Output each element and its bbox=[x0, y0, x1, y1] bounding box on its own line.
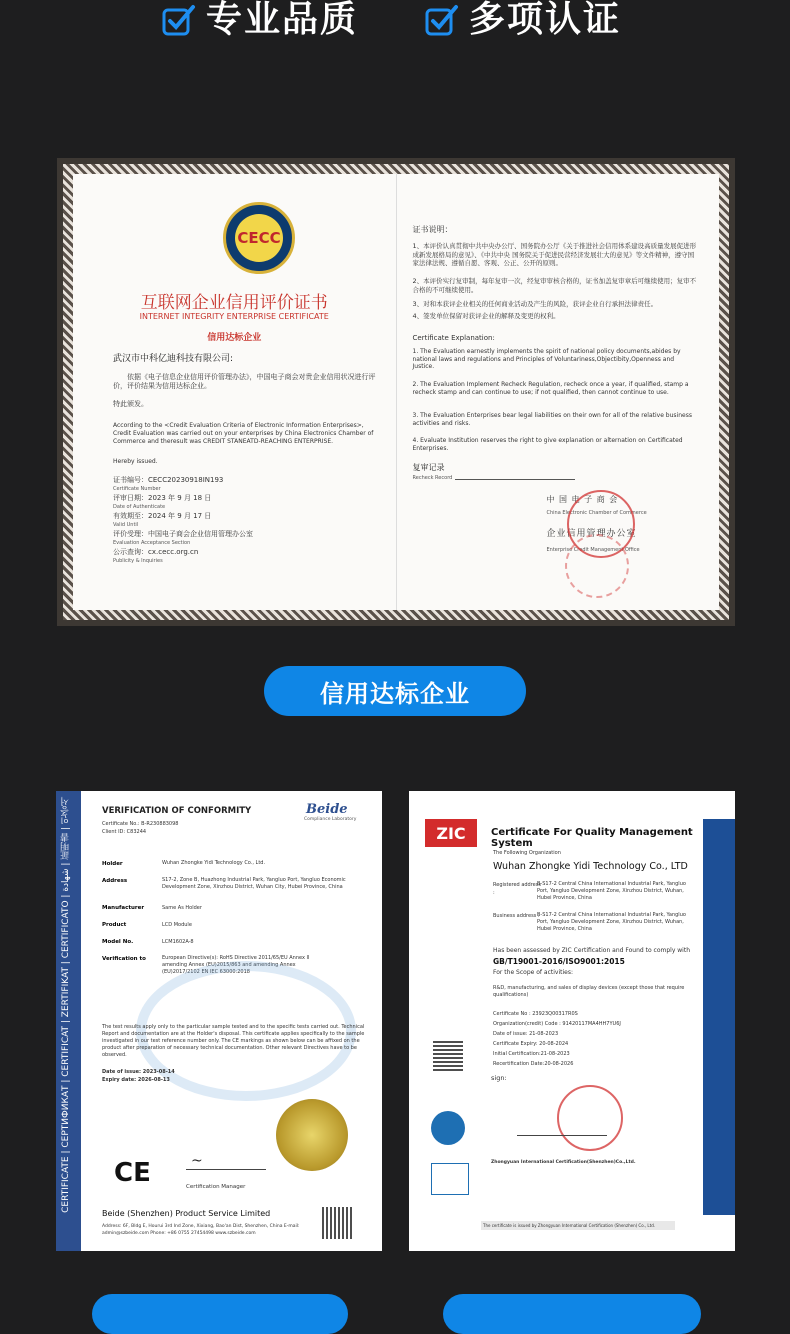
iso-detail-credit-code: Organization(credit) Code : 91420117MA4HH7YU6J bbox=[493, 1021, 621, 1027]
explanation-4: 4. Evaluate Institution reserves the right to give explanation or alternation on Certificated Enterprises. bbox=[412, 437, 683, 452]
note-2: 2、本评价实行复审制，每年复审一次，经复审审核合格的，证书加盖复审章后可继续使用；复审不合格的不可继续使用。 bbox=[412, 277, 697, 294]
certificate-level: 信用达标企业 bbox=[207, 333, 262, 343]
iso-biz-address: B-S17-2 Central China International Industrial Park, Yangluo Port, Yangluo Development Zone, Xinzhou District, Wuhan, Hubei Province, China bbox=[537, 912, 686, 932]
explanation-title: Certificate Explanation: bbox=[412, 334, 495, 342]
note-3: 3、对和本获评企业相关的任何商业活动及产生的风险，获评企业自行承担法律责任。 bbox=[412, 300, 658, 308]
iso-blue-band bbox=[703, 819, 735, 1215]
header bbox=[0, 0, 790, 48]
bottom-badge-left bbox=[92, 1294, 348, 1334]
header-item-quality bbox=[162, 0, 358, 40]
ce-mark: CE bbox=[114, 1158, 151, 1188]
explanation-2: 2. The Evaluation Implement Recheck Regulation, recheck once a year, if qualified, stamp a recheck stamp and can continue to use; if not qualified, then cannot continue to use. bbox=[412, 381, 689, 396]
iso-sign-label: sign: bbox=[491, 1074, 507, 1082]
ce-statement: The test results apply only to the particular sample tested and to the specific tests carried out. Technical Report and documentation are at the Holder's disposal. This certificate applies specifically to the sample investigated in our test reference number only. The CE markings as shown below can be affixed on the product after preparation of necessary technical documentation. Other relevant Directives have to be observed. bbox=[102, 1024, 365, 1058]
ce-label-manufacturer: Manufacturer bbox=[102, 905, 145, 911]
header-label-quality: 专业品质 bbox=[206, 0, 359, 40]
manager-signature: ~ bbox=[191, 1153, 203, 1169]
iso-certificate bbox=[409, 791, 735, 1251]
body-cn: 依据《电子信息企业信用评价管理办法》，中国电子商会对贵企业信用状况进行评价，评价结果为信用达标企业。 bbox=[113, 373, 376, 390]
ce-value-address: S17-2, Zone B, Huazhong Industrial Park, Yangluo Port, Yangluo Economic Development Zone, Xinzhou District, Wuhan City, Hubei Province, China bbox=[162, 877, 346, 890]
ce-client-id: Client ID: C83244 bbox=[102, 829, 147, 835]
eval-section-en: Evaluation Acceptance Section bbox=[113, 540, 191, 546]
explanation-3: 3. The Evaluation Enterprises bear legal liabilities on their own for all of the relative business activities and risks. bbox=[412, 412, 692, 427]
certificate-title-cn: 互联网企业信用评价证书 bbox=[140, 293, 328, 313]
beide-logo-sub: Compliance Laboratory bbox=[304, 817, 357, 822]
qr-code-icon bbox=[322, 1207, 354, 1239]
iso-footer: The certificate is issued by Zhongyuan International Certification (Shenzhen) Co., Ltd. bbox=[481, 1221, 675, 1230]
ce-date-issue: Date of issue: 2023-08-14 bbox=[102, 1069, 175, 1075]
certificate-side-band: CERTIFICATE | СЕРТИФИКАТ | CERTIFICAT | ZERTIFIKAT | CERTIFICATO | شهادة | 証明書 | 인증서 bbox=[56, 791, 81, 1251]
header-label-certs: 多项认证 bbox=[469, 0, 622, 40]
office-name-cn: 企业信用管理办公室 bbox=[546, 529, 637, 539]
ce-label-address: Address bbox=[102, 878, 128, 884]
iso-signature-line bbox=[517, 1135, 607, 1136]
bottom-badge-right bbox=[443, 1294, 701, 1334]
company-name: 武汉市中科亿迪科技有限公司: bbox=[113, 354, 234, 364]
recheck-title: 复审记录 bbox=[412, 463, 445, 472]
cecc-logo: CECC bbox=[223, 202, 295, 274]
red-seal-recheck bbox=[565, 534, 629, 598]
auth-date-en: Date of Authenticate bbox=[113, 504, 166, 510]
ce-value-verification: European Directive(s): RoHS Directive 2011/65/EU Annex II amending Annex (EU)2015/863 and amending Annex (EU)2017/2102 EN IEC 63000:2018 bbox=[162, 955, 310, 975]
qr-code-icon bbox=[433, 1041, 463, 1071]
cert-number-en: Certificate Number bbox=[113, 486, 161, 492]
signature-line bbox=[186, 1169, 266, 1170]
iso-standard: GB/T19001-2016/ISO9001:2015 bbox=[493, 957, 625, 966]
iso-scope: R&D, manufacturing, and sales of display devices (except those that require qualifications) bbox=[493, 985, 685, 998]
valid-until-en: Valid Until bbox=[113, 522, 139, 528]
iso-following: The Following Organization bbox=[493, 850, 561, 856]
ce-label-holder: Holder bbox=[102, 861, 123, 867]
ce-cert-no: Certificate No.: B-R230883098 bbox=[102, 821, 179, 827]
certificate-left-page bbox=[73, 174, 396, 610]
beide-logo: Beide bbox=[306, 802, 348, 817]
ce-value-product: LCD Module bbox=[162, 922, 192, 928]
ce-value-manufacturer: Same As Holder bbox=[162, 905, 202, 911]
certificate-paper bbox=[73, 174, 719, 610]
ce-title: VERIFICATION OF CONFORMITY bbox=[102, 806, 252, 816]
iso-title: Certificate For Quality Management System bbox=[491, 827, 693, 849]
ce-value-holder: Wuhan Zhongke Yidi Technology Co., Ltd. bbox=[162, 860, 266, 866]
certificate-title-en: INTERNET INTEGRITY ENTERPRISE CERTIFICATE bbox=[139, 312, 329, 321]
note-4: 4、签发单位保留对获评企业的解释及变更的权利。 bbox=[412, 312, 560, 320]
office-name-en: Enterprise Credit Management Office bbox=[546, 547, 640, 553]
auth-date: 评审日期：2023 年 9 月 18 日 bbox=[113, 494, 212, 502]
gold-seal-icon bbox=[276, 1099, 348, 1171]
zic-mark-icon bbox=[431, 1163, 469, 1195]
iso-scope-label: For the Scope of activities: bbox=[493, 969, 573, 976]
zic-logo: ZIC bbox=[425, 819, 477, 847]
ce-value-model: LCM1602A-8 bbox=[162, 939, 194, 945]
eval-section: 评价受理：中国电子商会企业信用管理办公室 bbox=[113, 530, 253, 538]
public-query-en: Publicity & Inquiries bbox=[113, 558, 163, 564]
ce-manager-label: Certification Manager bbox=[186, 1184, 246, 1190]
notes-title: 证书说明： bbox=[412, 225, 453, 234]
credit-badge: 信用达标企业 bbox=[264, 666, 526, 716]
org-name-cn: 中 国 电 子 商 会 bbox=[546, 495, 619, 504]
recheck-title-en: Recheck Record bbox=[412, 475, 453, 481]
public-query: 公示查询：cx.cecc.org.cn bbox=[113, 548, 199, 556]
red-seal bbox=[557, 1085, 623, 1151]
hereby-issued: Hereby issued. bbox=[113, 458, 158, 465]
note-cn: 特此颁发。 bbox=[113, 400, 148, 408]
ce-label-verification: Verification to bbox=[102, 956, 146, 962]
ce-footer: Address: 6F, Bldg E, Hourui 3rd Ind Zone, Xixiang, Bao'an Dist, Shenzhen, China E-mail: admin@szbeide.com Phone: +86 0755 27454498 www.szbeide.com bbox=[102, 1224, 300, 1236]
cert-number: 证书编号：CECC20230918IN193 bbox=[113, 476, 224, 484]
certificate-border bbox=[63, 164, 729, 620]
iso-biz-address-label: Business address : bbox=[493, 913, 540, 919]
ce-certificate bbox=[56, 791, 382, 1251]
ce-label-model: Model No. bbox=[102, 939, 134, 945]
iso-detail-cert-no: Certificate No : 23923Q00317R0S bbox=[493, 1011, 578, 1017]
explanation-1: 1. The Evaluation earnestly implements the spirit of national policy documents,abides by national laws and regulations and Principles of Voluntariness,Objectibity,Openness and Justice. bbox=[412, 348, 681, 370]
iso-detail-recert: Recertification Date:20-08-2026 bbox=[493, 1061, 574, 1067]
ce-company: Beide (Shenzhen) Product Service Limited bbox=[102, 1209, 271, 1218]
ce-expiry: Expiry date: 2026-08-13 bbox=[102, 1077, 170, 1083]
iso-detail-expiry: Certificate Expiry: 20-08-2024 bbox=[493, 1041, 569, 1047]
header-item-certs bbox=[425, 0, 621, 40]
iso-assessed: Has been assessed by ZIC Certification and Found to comply with bbox=[493, 947, 691, 954]
iso-detail-issue: Date of issue: 21-08-2023 bbox=[493, 1031, 559, 1037]
iso-reg-address-label: Registered address : bbox=[493, 882, 541, 896]
iso-issuer: Zhongyuan International Certification(Shenzhen)Co.,Ltd. bbox=[491, 1160, 636, 1165]
checkbox-icon bbox=[162, 4, 196, 36]
iso-reg-address: B-S17-2 Central China International Industrial Park, Yangluo Port, Yangluo Development Zone, Xinzhou District, Wuhan, Hubei Province, China bbox=[537, 881, 686, 901]
accreditation-logo-icon bbox=[431, 1111, 465, 1145]
ce-label-product: Product bbox=[102, 922, 127, 928]
org-name-en: China Electronic Chamber of Commerce bbox=[546, 510, 647, 516]
certificate-right-page bbox=[397, 174, 720, 610]
valid-until: 有效期至：2024 年 9 月 17 日 bbox=[113, 512, 212, 520]
credit-certificate bbox=[57, 158, 735, 626]
note-1: 1、本评价认真贯彻中共中央办公厅、国务院办公厅《关于推进社会信用体系建设高质量发展促进形成新发展格局的意见》、《中共中央 国务院关于促进民营经济发展壮大的意见》等文件精神，遵守国家法律法规、遵循自愿、客观、公正、公开的原则。 bbox=[412, 242, 697, 267]
iso-detail-initial: Initial Certification:21-08-2023 bbox=[493, 1051, 570, 1057]
checkbox-icon bbox=[425, 4, 459, 36]
body-en: According to the <Credit Evaluation Criteria of Electronic Information Enterprises>, Credit Evaluation was carried out on your enterprises by China Electronics Chamber of Commerce and theresult was CREDIT STANEATD-REACHING ENTERPRISE. bbox=[113, 422, 374, 445]
recheck-line bbox=[455, 479, 575, 480]
iso-company: Wuhan Zhongke Yidi Technology Co., LTD bbox=[493, 861, 688, 872]
